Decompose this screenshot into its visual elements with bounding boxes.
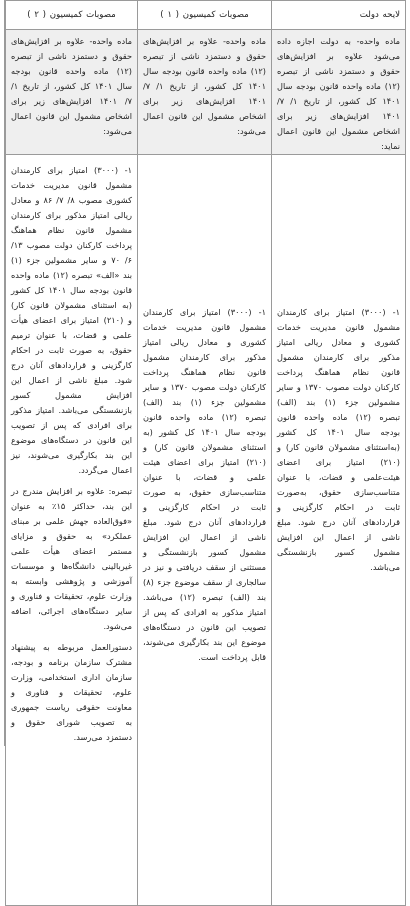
header-row [6, 1, 406, 30]
clause-text: ۱- (۳۰۰۰) امتیاز برای کارمندان مشمول قانون مدیریت خدمات کشوری مصوب ۸/ ۷/ ۸۶ و معادل ریالی امتیاز مذکور برای کارمندان مشمول قانون نظام هماهنگ پرداخت کارکنان دولت مصوب ۱۳/ ۶/ ۷۰ و سایر مشمولین جزء (۱) بند «الف» تبصره (۱۲) ماده واحده قانون بودجه سال ۱۴۰۱ کل کشور (به استثنای مشمولان قانون کار) و (۲۱۰) امتیاز برای اعضای هیأت علمی و قضات، با عنوان ترمیم حقوق، به صورت ثابت در احکام کارگزینی و قراردادهای آنان درج شود. مبلغ ناشی از اعمال این افزایش مشمول کسور بازنشستگی می‌باشد. امتیاز مذکور برای افرادی که پس از تصویب این قانون در دستگاه‌های موضوع این بند بکارگیری می‌شوند، نیز اعمال می‌گردد. [11, 165, 132, 475]
clause-text: ۱- (۳۰۰۰) امتیاز برای کارمندان مشمول قانون مدیریت خدمات کشوری و معادل ریالی امتیاز مذکور برای کارمندان مشمول قانون نظام هماهنگ پرداخت کارکنان دولت مصوب ۱۳۷۰ و سایر مشمولین جزء (۱) بند (الف) تبصره (۱۲) ماده واحده قانون بودجه سال ۱۴۰۱ کل کشور (به‌استثنای مشمولان قانون کار) و (۲۱۰) امتیاز برای اعضای هیئت‌علمی و قضات، با عنوان متناسب‌سازی حقوق، به‌صورت ثابت در احکام کارگزینی و قراردادهای آنان درج شود. مبلغ ناشی از اعمال این افزایش مشمول کسور بازنشستگی می‌باشد. [277, 307, 400, 572]
clause-instruction: دستورالعمل مربوطه به پیشنهاد مشترک سازمان برنامه و بودجه، سازمان اداری استخدامی، وزارت علوم، تحقیقات و فناوری و معاونت حقوقی ریاست جمهوری به تصویب شورای حقوق و دستمزد می‌رسد. [11, 642, 132, 742]
comparison-document [4, 0, 406, 746]
clause-text: ۱- (۳۰۰۰) امتیاز برای کارمندان مشمول قانون مدیریت خدمات کشوری و معادل ریالی امتیاز مذکور برای کارمندان مشمول قانون نظام هماهنگ پرداخت کارکنان دولت مصوب ۱۳۷۰ و سایر مشمولین جزء (۱) بند (الف) تبصره (۱۲) ماده واحده قانون بودجه سال ۱۴۰۱ کل کشور (به استثنای مشمولان قانون کار) و (۲۱۰) امتیاز برای اعضای هیئت علمی و قضات، با عنوان متناسب‌سازی حقوق، به صورت ثابت در احکام کارگزینی و قراردادهای آنان درج شود. مبلغ ناشی از اعمال این افزایش مشمول کسور بازنشستگی و مستثنی از سقف دریافتی و نیز در سالجاری از سقف موضوع جزء (۸) بند (الف) تبصره (۱۲) می‌باشد. امتیاز مذکور به افرادی که پس از تصویب این قانون در دستگاه‌های موضوع این بند بکارگیری می‌شوند، قابل پرداخت است. [143, 307, 266, 662]
article-commission-2: ماده واحده- علاوه بر افزایش‌های حقوق و دستمزد ناشی از تبصره (۱۲) ماده واحده قانون بودجه سال ۱۴۰۱ کل کشور، از تاریخ ۱/ ۷/ ۱۴۰۱ افزایش‌های زیر برای اشخاص مشمول این قانون اعمال می‌شود: [6, 30, 138, 155]
clause-row [6, 155, 406, 906]
clause-note: تبصره: علاوه بر افزایش مندرج در این بند، حداکثر ۱۵٪ به عنوان «فوق‌العاده جهش علمی بر مبنای عملکرد» به حقوق و مزایای مستمر اعضای هیأت علمی غیربالینی دانشگاه‌ها و موسسات آموزشی و پژوهشی وابسته به وزارت علوم، تحقیقات و فناوری و سایر دستگاه‌های اجرائی، اضافه می‌شود. [11, 486, 132, 631]
clause-commission-1 [138, 155, 272, 906]
comparison-table [5, 0, 406, 906]
article-row [6, 30, 406, 155]
article-commission-1: ماده واحده- علاوه بر افزایش‌های حقوق و دستمزد ناشی از تبصره (۱۲) ماده واحده قانون بودجه سال ۱۴۰۱ کل کشور، از تاریخ ۱/ ۷/ ۱۴۰۱ افزایش‌های زیر برای اشخاص مشمول این قانون اعمال می‌شود: [138, 30, 272, 155]
clause-commission-2 [6, 155, 138, 906]
header-government-bill: لایحه دولت [272, 1, 406, 30]
article-government-bill: ماده واحده- به دولت اجازه داده می‌شود علاوه بر افزایش‌های حقوق و دستمزد ناشی از تبصره (۱۲) ماده واحده قانون بودجه سال ۱۴۰۱ کل کشور، از تاریخ ۱/ ۷/ ۱۴۰۱ افزایش‌های زیر برای اشخاص مشمول این قانون اعمال نماید: [272, 30, 406, 155]
header-commission-1: مصوبات کمیسیون ( ۱ ) [138, 1, 272, 30]
clause-government-bill [272, 155, 406, 906]
header-commission-2: مصوبات کمیسیون ( ۲ ) [6, 1, 138, 30]
